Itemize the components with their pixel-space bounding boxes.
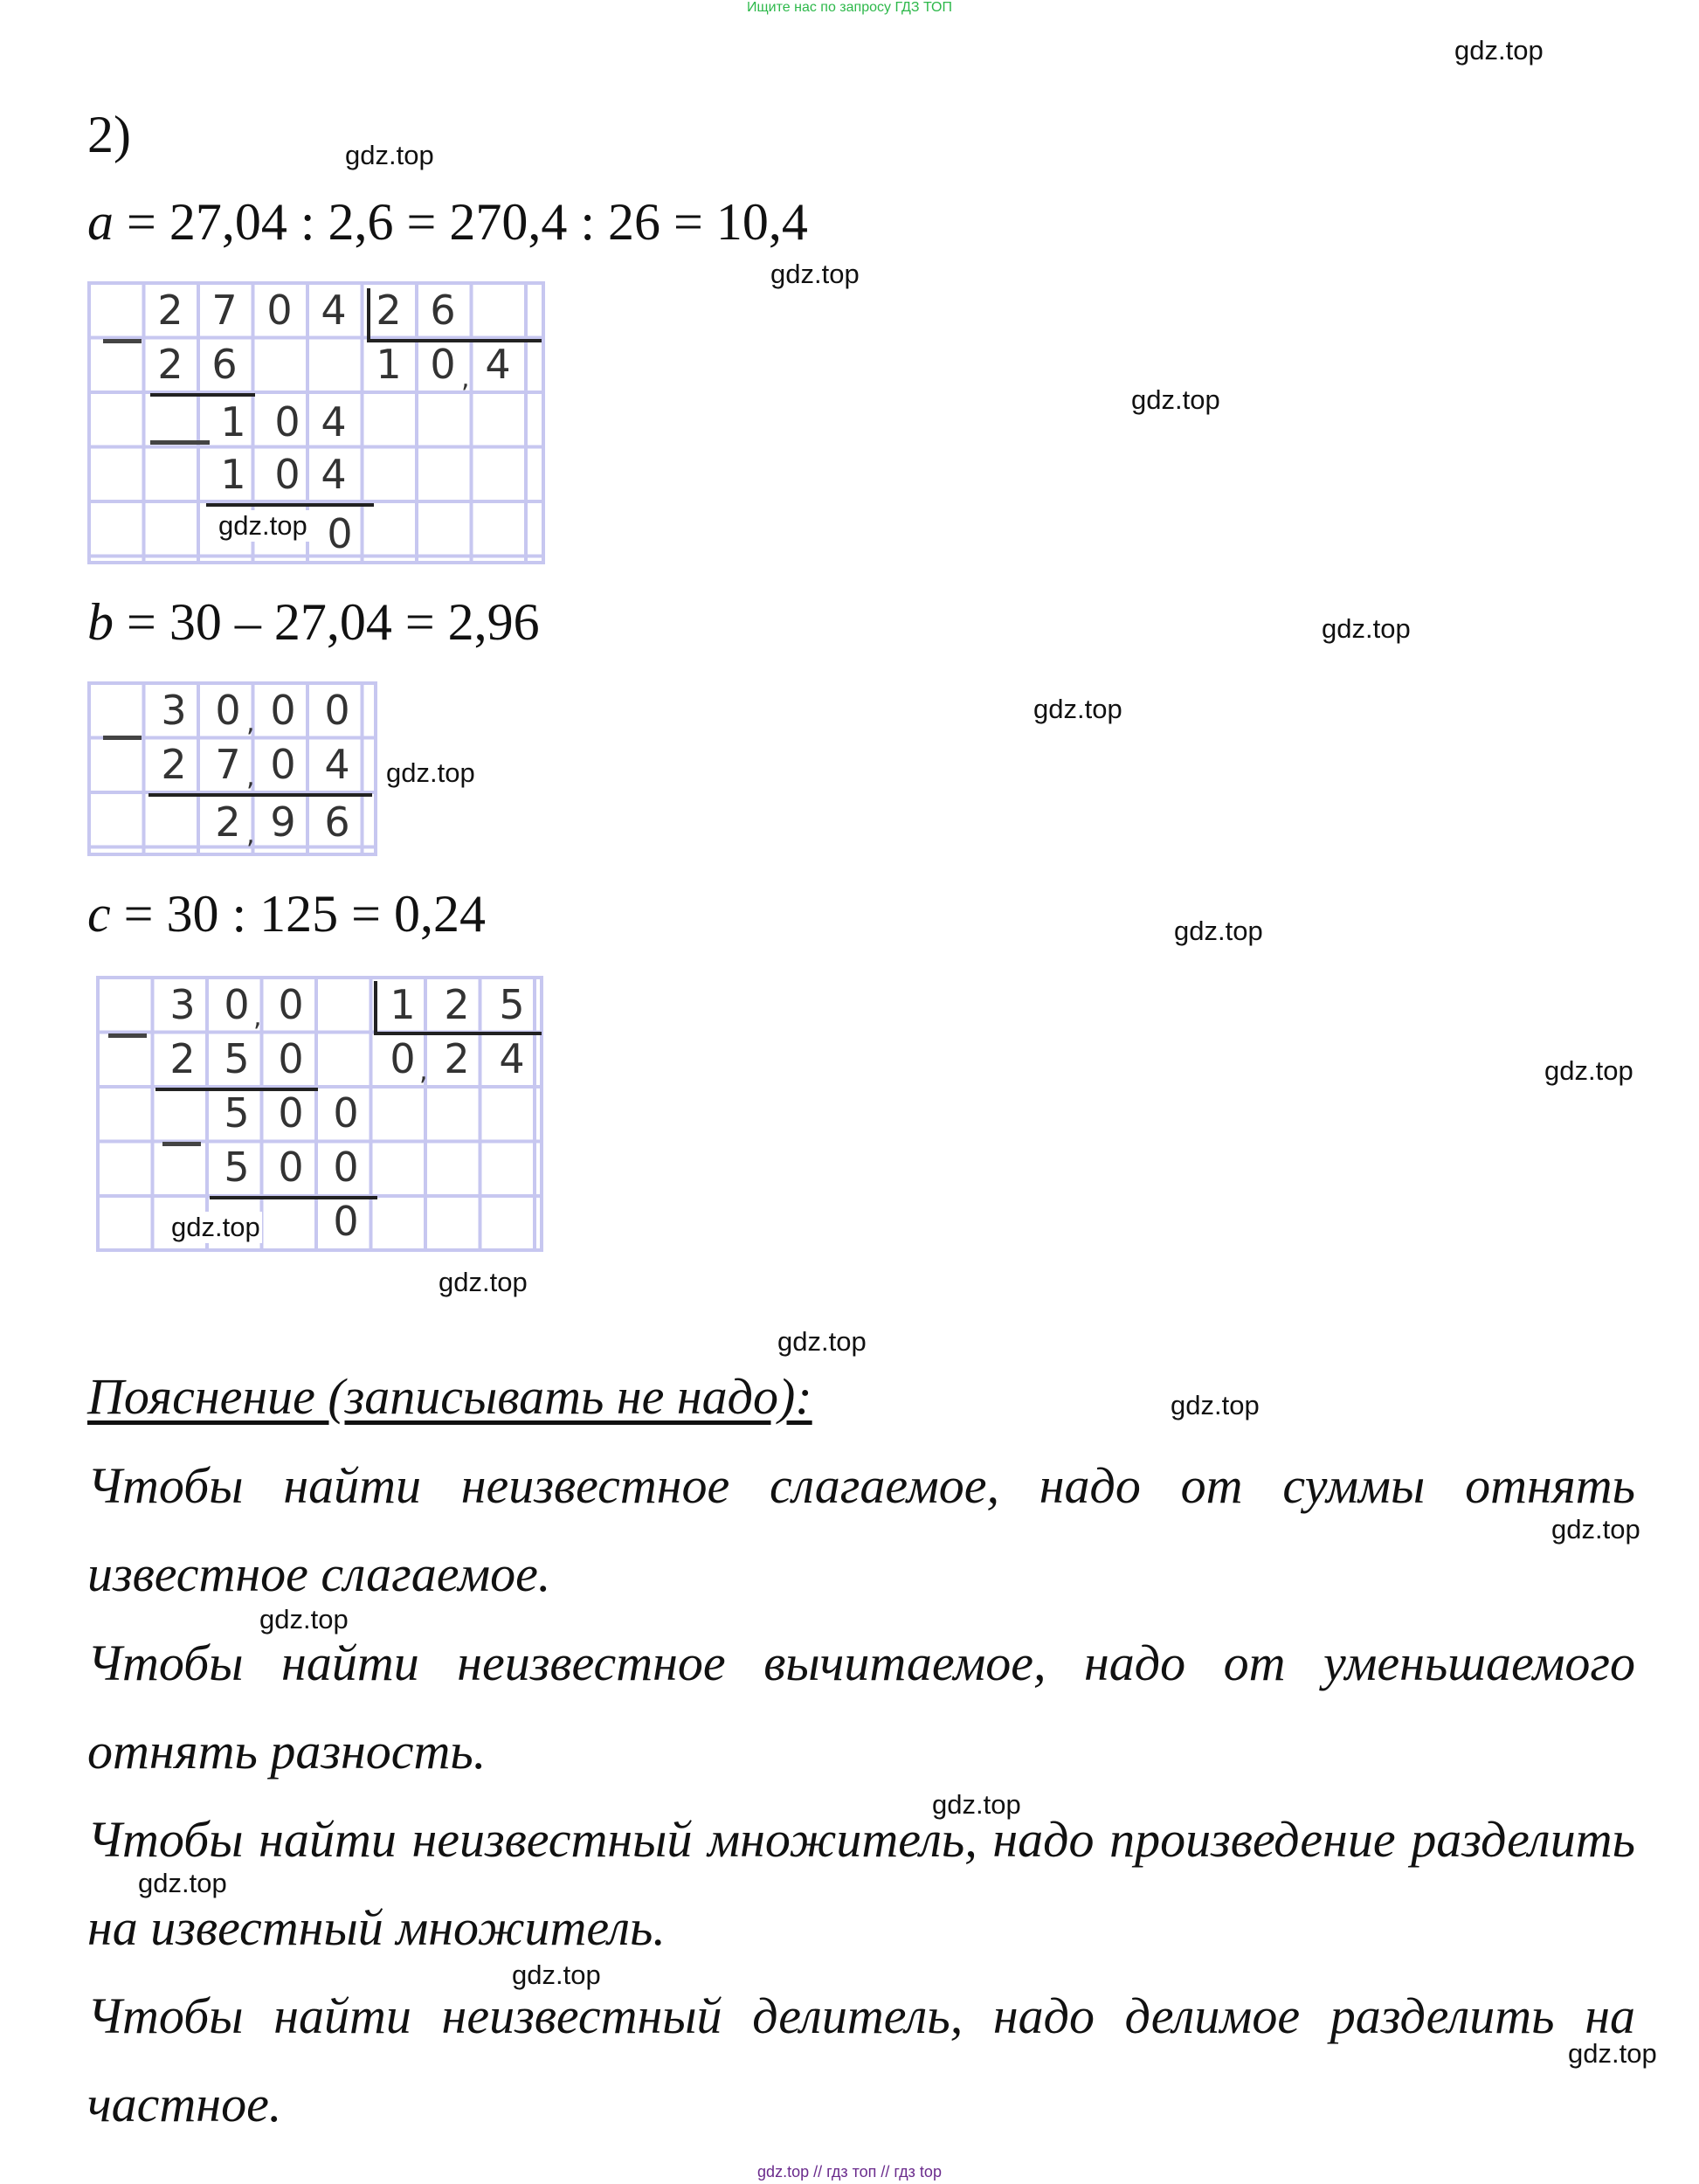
watermark: gdz.top (770, 259, 860, 289)
subtraction-b-grid (87, 681, 377, 856)
watermark: gdz.top (1171, 1390, 1260, 1420)
digit: 4 (485, 341, 511, 388)
digit: 2 (169, 1035, 196, 1082)
digit: 0 (274, 451, 300, 498)
digit: 5 (224, 1089, 250, 1137)
digit: 4 (499, 1035, 525, 1082)
digit: 0 (278, 1035, 304, 1082)
explanation-paragraph: Чтобы найти неизвестное слагаемое, надо от суммы отнять известное слагаемое. (87, 1457, 1635, 1602)
minus-sign (162, 1142, 201, 1146)
digit: 2 (215, 798, 241, 846)
digit: 5 (499, 981, 525, 1028)
watermark: gdz.top (1174, 916, 1263, 946)
task-number: 2) (87, 106, 131, 163)
digit: 4 (321, 398, 347, 446)
digit: 1 (376, 341, 402, 388)
variable-b: b (87, 593, 114, 651)
digit: 0 (224, 981, 250, 1028)
digit: 0 (266, 287, 293, 334)
decimal-comma: , (419, 1056, 428, 1087)
digit: 0 (333, 1144, 359, 1191)
watermark: gdz.top (1568, 2038, 1657, 2069)
equation-c-expression: = 30 : 125 = 0,24 (110, 885, 486, 943)
digit: 9 (270, 798, 296, 846)
equation-a (87, 192, 808, 252)
variable-c: c (87, 885, 111, 943)
decimal-comma: , (246, 819, 255, 850)
equation-b (87, 592, 540, 653)
digit: 0 (270, 687, 296, 734)
digit: 6 (324, 798, 350, 846)
watermark: gdz.top (386, 757, 475, 788)
division-c-grid (96, 976, 543, 1252)
watermark: gdz.top (345, 140, 434, 170)
variable-a: a (87, 193, 114, 251)
digit: 0 (274, 398, 300, 446)
minus-sign (103, 339, 142, 343)
watermark: gdz.top (1033, 694, 1122, 724)
footer-links[interactable]: gdz.top // гдз топ // гдз top (757, 2163, 942, 2181)
digit: 7 (215, 741, 241, 788)
digit: 2 (157, 341, 183, 388)
explanation-paragraph: Чтобы найти неизвестное вычитаемое, надо от уменьшаемого отнять разность. (87, 1635, 1635, 1780)
digit: 0 (327, 510, 353, 557)
watermark: gdz.top (138, 1868, 227, 1898)
digit: 2 (161, 741, 187, 788)
digit: 0 (390, 1035, 416, 1082)
digit: 2 (157, 287, 183, 334)
digit: 0 (278, 1089, 304, 1137)
watermark: gdz.top (1454, 35, 1544, 66)
digit: 0 (215, 687, 241, 734)
explanation-paragraph: Чтобы найти неизвестный делитель, надо делимое разделить на частное. (87, 1987, 1635, 2132)
digit: 0 (324, 687, 350, 734)
digit: 0 (430, 341, 456, 388)
minus-sign (150, 440, 210, 445)
watermark: gdz.top (512, 1959, 601, 1990)
watermark: gdz.top (777, 1326, 867, 1357)
digit: 1 (220, 398, 246, 446)
decimal-comma: , (461, 363, 470, 394)
digit: 2 (444, 1035, 470, 1082)
watermark: gdz.top (439, 1267, 528, 1297)
digit: 0 (278, 981, 304, 1028)
division-a-grid (87, 281, 545, 564)
explanation-title: Пояснение (записывать не надо): (87, 1368, 812, 1425)
digit: 0 (278, 1144, 304, 1191)
decimal-comma: , (253, 1002, 262, 1033)
digit: 3 (161, 687, 187, 734)
equation-a-expression: = 27,04 : 2,6 = 270,4 : 26 = 10,4 (114, 193, 808, 251)
digit: 5 (224, 1035, 250, 1082)
explanation-paragraph: Чтобы найти неизвестный множитель, надо произведение разделить на известный множитель. (87, 1811, 1635, 1956)
watermark: gdz.top (1544, 1055, 1633, 1086)
digit: 3 (169, 981, 196, 1028)
digit: 0 (333, 1089, 359, 1137)
digit: 6 (211, 341, 238, 388)
digit: 1 (220, 451, 246, 498)
equation-c (87, 884, 486, 944)
digit: 4 (321, 451, 347, 498)
watermark: gdz.top (1322, 613, 1411, 644)
digit: 1 (390, 981, 416, 1028)
digit: 4 (321, 287, 347, 334)
decimal-comma: , (246, 762, 255, 792)
digit: 4 (324, 741, 350, 788)
watermark: gdz.top (1551, 1514, 1640, 1545)
watermark: gdz.top (932, 1789, 1021, 1820)
equation-b-expression: = 30 – 27,04 = 2,96 (114, 593, 540, 651)
watermark: gdz.top (259, 1604, 349, 1635)
division-bracket (367, 288, 370, 341)
minus-sign (108, 1033, 147, 1038)
digit: 5 (224, 1144, 250, 1191)
top-banner[interactable]: Ищите нас по запросу ГДЗ ТОП (747, 0, 952, 15)
digit: 0 (270, 741, 296, 788)
digit: 0 (333, 1198, 359, 1245)
watermark: gdz.top (218, 510, 307, 541)
digit: 7 (211, 287, 238, 334)
decimal-comma: , (246, 708, 255, 738)
digit: 2 (376, 287, 402, 334)
watermark: gdz.top (171, 1212, 260, 1242)
minus-sign (103, 736, 142, 740)
watermark: gdz.top (1131, 384, 1220, 415)
digit: 2 (444, 981, 470, 1028)
digit: 6 (430, 287, 456, 334)
